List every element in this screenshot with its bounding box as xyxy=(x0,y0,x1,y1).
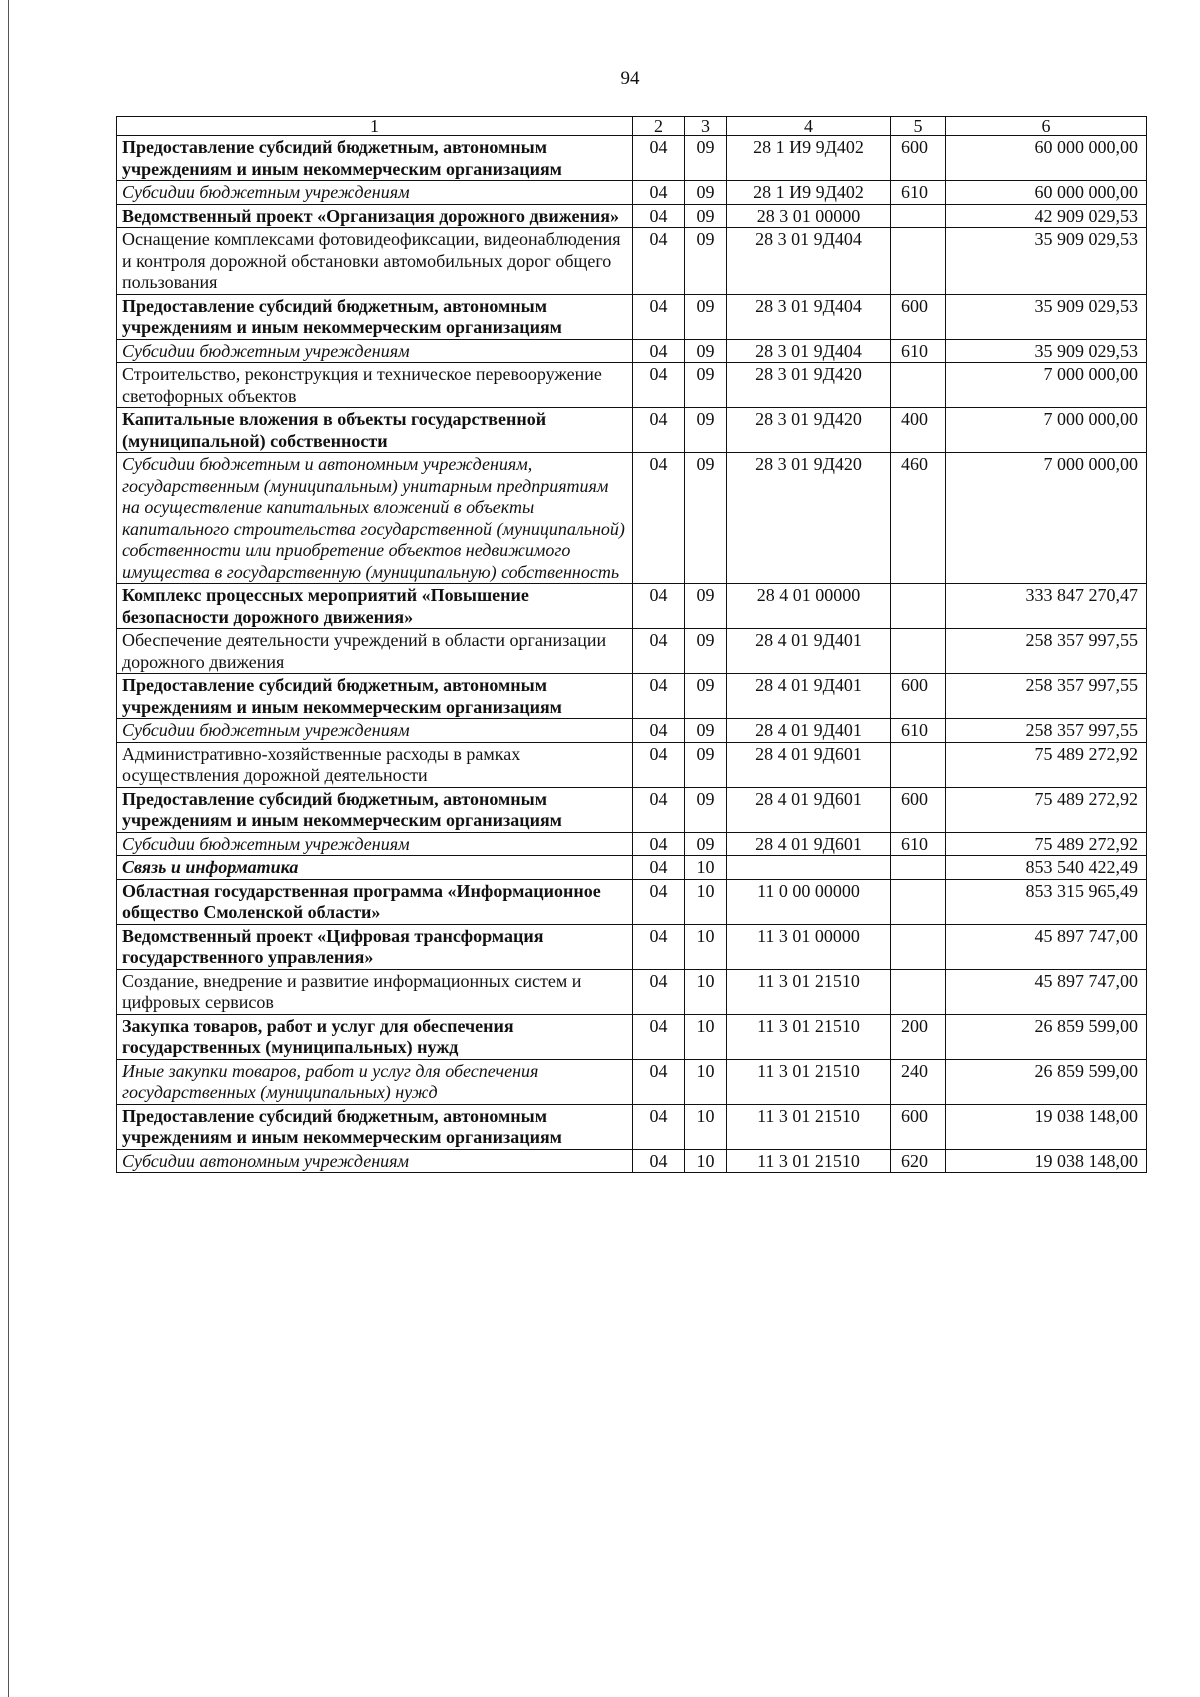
expense-name-cell: Субсидии бюджетным учреждениям xyxy=(117,832,633,856)
expense-kind-cell: 400 xyxy=(891,408,946,453)
expense-kind-cell xyxy=(891,969,946,1014)
section-code-cell: 04 xyxy=(633,856,685,880)
target-article-cell: 28 1 И9 9Д402 xyxy=(727,136,891,181)
budget-table xyxy=(116,116,1147,1173)
subsection-code-cell: 09 xyxy=(685,453,727,584)
subsection-code-cell: 09 xyxy=(685,674,727,719)
section-code-cell: 04 xyxy=(633,924,685,969)
target-article-cell: 28 3 01 00000 xyxy=(727,204,891,228)
table-row xyxy=(117,1104,1147,1149)
target-article-cell: 28 4 01 9Д401 xyxy=(727,674,891,719)
section-code-cell: 04 xyxy=(633,453,685,584)
header-cell: 2 xyxy=(633,117,685,136)
table-row xyxy=(117,204,1147,228)
target-article-cell: 28 4 01 9Д601 xyxy=(727,832,891,856)
expense-name-cell: Ведомственный проект «Цифровая трансформация государственного управления» xyxy=(117,924,633,969)
expense-name-cell: Предоставление субсидий бюджетным, автономным учреждениям и иным некоммерческим организациям xyxy=(117,787,633,832)
section-code-cell: 04 xyxy=(633,1059,685,1104)
section-code-cell: 04 xyxy=(633,584,685,629)
table-row xyxy=(117,719,1147,743)
expense-name-cell: Предоставление субсидий бюджетным, автономным учреждениям и иным некоммерческим организациям xyxy=(117,136,633,181)
section-code-cell: 04 xyxy=(633,832,685,856)
target-article-cell: 11 3 01 21510 xyxy=(727,1149,891,1173)
section-code-cell: 04 xyxy=(633,204,685,228)
table-row xyxy=(117,832,1147,856)
table-row xyxy=(117,339,1147,363)
subsection-code-cell: 09 xyxy=(685,228,727,295)
table-row xyxy=(117,924,1147,969)
section-code-cell: 04 xyxy=(633,787,685,832)
expense-kind-cell: 600 xyxy=(891,787,946,832)
subsection-code-cell: 10 xyxy=(685,969,727,1014)
amount-cell: 26 859 599,00 xyxy=(946,1059,1147,1104)
amount-cell: 853 540 422,49 xyxy=(946,856,1147,880)
subsection-code-cell: 09 xyxy=(685,181,727,205)
section-code-cell: 04 xyxy=(633,408,685,453)
subsection-code-cell: 10 xyxy=(685,1149,727,1173)
expense-kind-cell xyxy=(891,856,946,880)
section-code-cell: 04 xyxy=(633,629,685,674)
section-code-cell: 04 xyxy=(633,228,685,295)
subsection-code-cell: 10 xyxy=(685,856,727,880)
table-row xyxy=(117,408,1147,453)
amount-cell: 19 038 148,00 xyxy=(946,1104,1147,1149)
amount-cell: 333 847 270,47 xyxy=(946,584,1147,629)
subsection-code-cell: 10 xyxy=(685,1059,727,1104)
section-code-cell: 04 xyxy=(633,719,685,743)
amount-cell: 7 000 000,00 xyxy=(946,453,1147,584)
table-row xyxy=(117,1149,1147,1173)
section-code-cell: 04 xyxy=(633,363,685,408)
target-article-cell: 28 3 01 9Д404 xyxy=(727,228,891,295)
amount-cell: 26 859 599,00 xyxy=(946,1014,1147,1059)
expense-kind-cell: 600 xyxy=(891,294,946,339)
amount-cell: 258 357 997,55 xyxy=(946,674,1147,719)
expense-name-cell: Создание, внедрение и развитие информационных систем и цифровых сервисов xyxy=(117,969,633,1014)
target-article-cell: 11 3 01 21510 xyxy=(727,1059,891,1104)
expense-name-cell: Оснащение комплексами фотовидеофиксации, видеонаблюдения и контроля дорожной обстановки автомобильных дорог общего пользования xyxy=(117,228,633,295)
expense-kind-cell: 600 xyxy=(891,1104,946,1149)
expense-name-cell: Ведомственный проект «Организация дорожного движения» xyxy=(117,204,633,228)
subsection-code-cell: 09 xyxy=(685,584,727,629)
subsection-code-cell: 10 xyxy=(685,924,727,969)
expense-kind-cell xyxy=(891,742,946,787)
expense-kind-cell: 610 xyxy=(891,339,946,363)
table-row xyxy=(117,584,1147,629)
target-article-cell: 28 4 01 9Д601 xyxy=(727,742,891,787)
header-cell: 6 xyxy=(946,117,1147,136)
section-code-cell: 04 xyxy=(633,1014,685,1059)
expense-kind-cell: 620 xyxy=(891,1149,946,1173)
amount-cell: 42 909 029,53 xyxy=(946,204,1147,228)
subsection-code-cell: 09 xyxy=(685,363,727,408)
section-code-cell: 04 xyxy=(633,879,685,924)
expense-name-cell: Субсидии автономным учреждениям xyxy=(117,1149,633,1173)
table-row xyxy=(117,181,1147,205)
page-number: 94 xyxy=(620,68,640,89)
section-code-cell: 04 xyxy=(633,294,685,339)
expense-name-cell: Предоставление субсидий бюджетным, автономным учреждениям и иным некоммерческим организациям xyxy=(117,294,633,339)
subsection-code-cell: 09 xyxy=(685,204,727,228)
amount-cell: 258 357 997,55 xyxy=(946,719,1147,743)
scan-edge-line xyxy=(8,0,9,1697)
target-article-cell: 28 3 01 9Д420 xyxy=(727,453,891,584)
amount-cell: 35 909 029,53 xyxy=(946,228,1147,295)
target-article-cell: 11 3 01 21510 xyxy=(727,1014,891,1059)
table-row xyxy=(117,674,1147,719)
target-article-cell: 28 3 01 9Д404 xyxy=(727,294,891,339)
table-row xyxy=(117,1059,1147,1104)
subsection-code-cell: 09 xyxy=(685,408,727,453)
target-article-cell: 28 4 01 00000 xyxy=(727,584,891,629)
subsection-code-cell: 10 xyxy=(685,879,727,924)
section-code-cell: 04 xyxy=(633,1104,685,1149)
expense-kind-cell xyxy=(891,204,946,228)
subsection-code-cell: 09 xyxy=(685,339,727,363)
section-code-cell: 04 xyxy=(633,136,685,181)
expense-kind-cell: 600 xyxy=(891,674,946,719)
table-row xyxy=(117,969,1147,1014)
subsection-code-cell: 10 xyxy=(685,1104,727,1149)
amount-cell: 45 897 747,00 xyxy=(946,969,1147,1014)
expense-kind-cell xyxy=(891,924,946,969)
target-article-cell: 28 4 01 9Д401 xyxy=(727,629,891,674)
expense-name-cell: Субсидии бюджетным учреждениям xyxy=(117,339,633,363)
target-article-cell: 11 3 01 00000 xyxy=(727,924,891,969)
section-code-cell: 04 xyxy=(633,674,685,719)
amount-cell: 258 357 997,55 xyxy=(946,629,1147,674)
section-code-cell: 04 xyxy=(633,339,685,363)
amount-cell: 35 909 029,53 xyxy=(946,294,1147,339)
expense-kind-cell xyxy=(891,584,946,629)
expense-name-cell: Областная государственная программа «Информационное общество Смоленской области» xyxy=(117,879,633,924)
target-article-cell: 28 4 01 9Д601 xyxy=(727,787,891,832)
expense-name-cell: Субсидии бюджетным учреждениям xyxy=(117,719,633,743)
target-article-cell: 28 1 И9 9Д402 xyxy=(727,181,891,205)
expense-kind-cell: 240 xyxy=(891,1059,946,1104)
amount-cell: 853 315 965,49 xyxy=(946,879,1147,924)
target-article-cell: 11 0 00 00000 xyxy=(727,879,891,924)
subsection-code-cell: 09 xyxy=(685,629,727,674)
target-article-cell: 11 3 01 21510 xyxy=(727,969,891,1014)
table-row xyxy=(117,363,1147,408)
expense-name-cell: Комплекс процессных мероприятий «Повышение безопасности дорожного движения» xyxy=(117,584,633,629)
subsection-code-cell: 10 xyxy=(685,1014,727,1059)
subsection-code-cell: 09 xyxy=(685,294,727,339)
expense-name-cell: Связь и информатика xyxy=(117,856,633,880)
table-row xyxy=(117,742,1147,787)
target-article-cell: 28 3 01 9Д420 xyxy=(727,363,891,408)
expense-name-cell: Строительство, реконструкция и техническое перевооружение светофорных объектов xyxy=(117,363,633,408)
expense-name-cell: Закупка товаров, работ и услуг для обеспечения государственных (муниципальных) нужд xyxy=(117,1014,633,1059)
section-code-cell: 04 xyxy=(633,969,685,1014)
header-cell: 5 xyxy=(891,117,946,136)
subsection-code-cell: 09 xyxy=(685,719,727,743)
header-cell: 3 xyxy=(685,117,727,136)
table-row xyxy=(117,879,1147,924)
expense-name-cell: Предоставление субсидий бюджетным, автономным учреждениям и иным некоммерческим организациям xyxy=(117,1104,633,1149)
table-row xyxy=(117,294,1147,339)
expense-kind-cell xyxy=(891,879,946,924)
amount-cell: 75 489 272,92 xyxy=(946,742,1147,787)
amount-cell: 45 897 747,00 xyxy=(946,924,1147,969)
expense-kind-cell xyxy=(891,228,946,295)
section-code-cell: 04 xyxy=(633,742,685,787)
expense-kind-cell: 610 xyxy=(891,832,946,856)
amount-cell: 60 000 000,00 xyxy=(946,181,1147,205)
amount-cell: 75 489 272,92 xyxy=(946,787,1147,832)
header-cell: 4 xyxy=(727,117,891,136)
table-row xyxy=(117,856,1147,880)
table-row xyxy=(117,629,1147,674)
expense-kind-cell: 600 xyxy=(891,136,946,181)
expense-name-cell: Иные закупки товаров, работ и услуг для обеспечения государственных (муниципальных) нужд xyxy=(117,1059,633,1104)
expense-name-cell: Административно-хозяйственные расходы в рамках осуществления дорожной деятельности xyxy=(117,742,633,787)
expense-name-cell: Субсидии бюджетным и автономным учреждениям, государственным (муниципальным) унитарным предприятиям на осуществление капитальных вложений в объекты капитального строительства государственной (муниципальной) собственности или приобретение объектов недвижимого имущества в государственную (муниципальную) собственность xyxy=(117,453,633,584)
table-row xyxy=(117,1014,1147,1059)
amount-cell: 35 909 029,53 xyxy=(946,339,1147,363)
subsection-code-cell: 09 xyxy=(685,832,727,856)
expense-kind-cell: 200 xyxy=(891,1014,946,1059)
amount-cell: 7 000 000,00 xyxy=(946,408,1147,453)
header-cell: 1 xyxy=(117,117,633,136)
target-article-cell: 28 3 01 9Д404 xyxy=(727,339,891,363)
expense-name-cell: Предоставление субсидий бюджетным, автономным учреждениям и иным некоммерческим организациям xyxy=(117,674,633,719)
section-code-cell: 04 xyxy=(633,1149,685,1173)
amount-cell: 7 000 000,00 xyxy=(946,363,1147,408)
table-row xyxy=(117,228,1147,295)
target-article-cell: 28 3 01 9Д420 xyxy=(727,408,891,453)
table-header-row xyxy=(117,117,1147,136)
subsection-code-cell: 09 xyxy=(685,136,727,181)
table-row xyxy=(117,453,1147,584)
table-row xyxy=(117,787,1147,832)
target-article-cell: 11 3 01 21510 xyxy=(727,1104,891,1149)
expense-kind-cell: 460 xyxy=(891,453,946,584)
expense-kind-cell: 610 xyxy=(891,719,946,743)
amount-cell: 75 489 272,92 xyxy=(946,832,1147,856)
subsection-code-cell: 09 xyxy=(685,742,727,787)
expense-name-cell: Капитальные вложения в объекты государственной (муниципальной) собственности xyxy=(117,408,633,453)
amount-cell: 19 038 148,00 xyxy=(946,1149,1147,1173)
expense-name-cell: Субсидии бюджетным учреждениям xyxy=(117,181,633,205)
table-row xyxy=(117,136,1147,181)
expense-kind-cell xyxy=(891,629,946,674)
amount-cell: 60 000 000,00 xyxy=(946,136,1147,181)
section-code-cell: 04 xyxy=(633,181,685,205)
target-article-cell: 28 4 01 9Д401 xyxy=(727,719,891,743)
expense-kind-cell: 610 xyxy=(891,181,946,205)
subsection-code-cell: 09 xyxy=(685,787,727,832)
expense-kind-cell xyxy=(891,363,946,408)
target-article-cell xyxy=(727,856,891,880)
expense-name-cell: Обеспечение деятельности учреждений в области организации дорожного движения xyxy=(117,629,633,674)
